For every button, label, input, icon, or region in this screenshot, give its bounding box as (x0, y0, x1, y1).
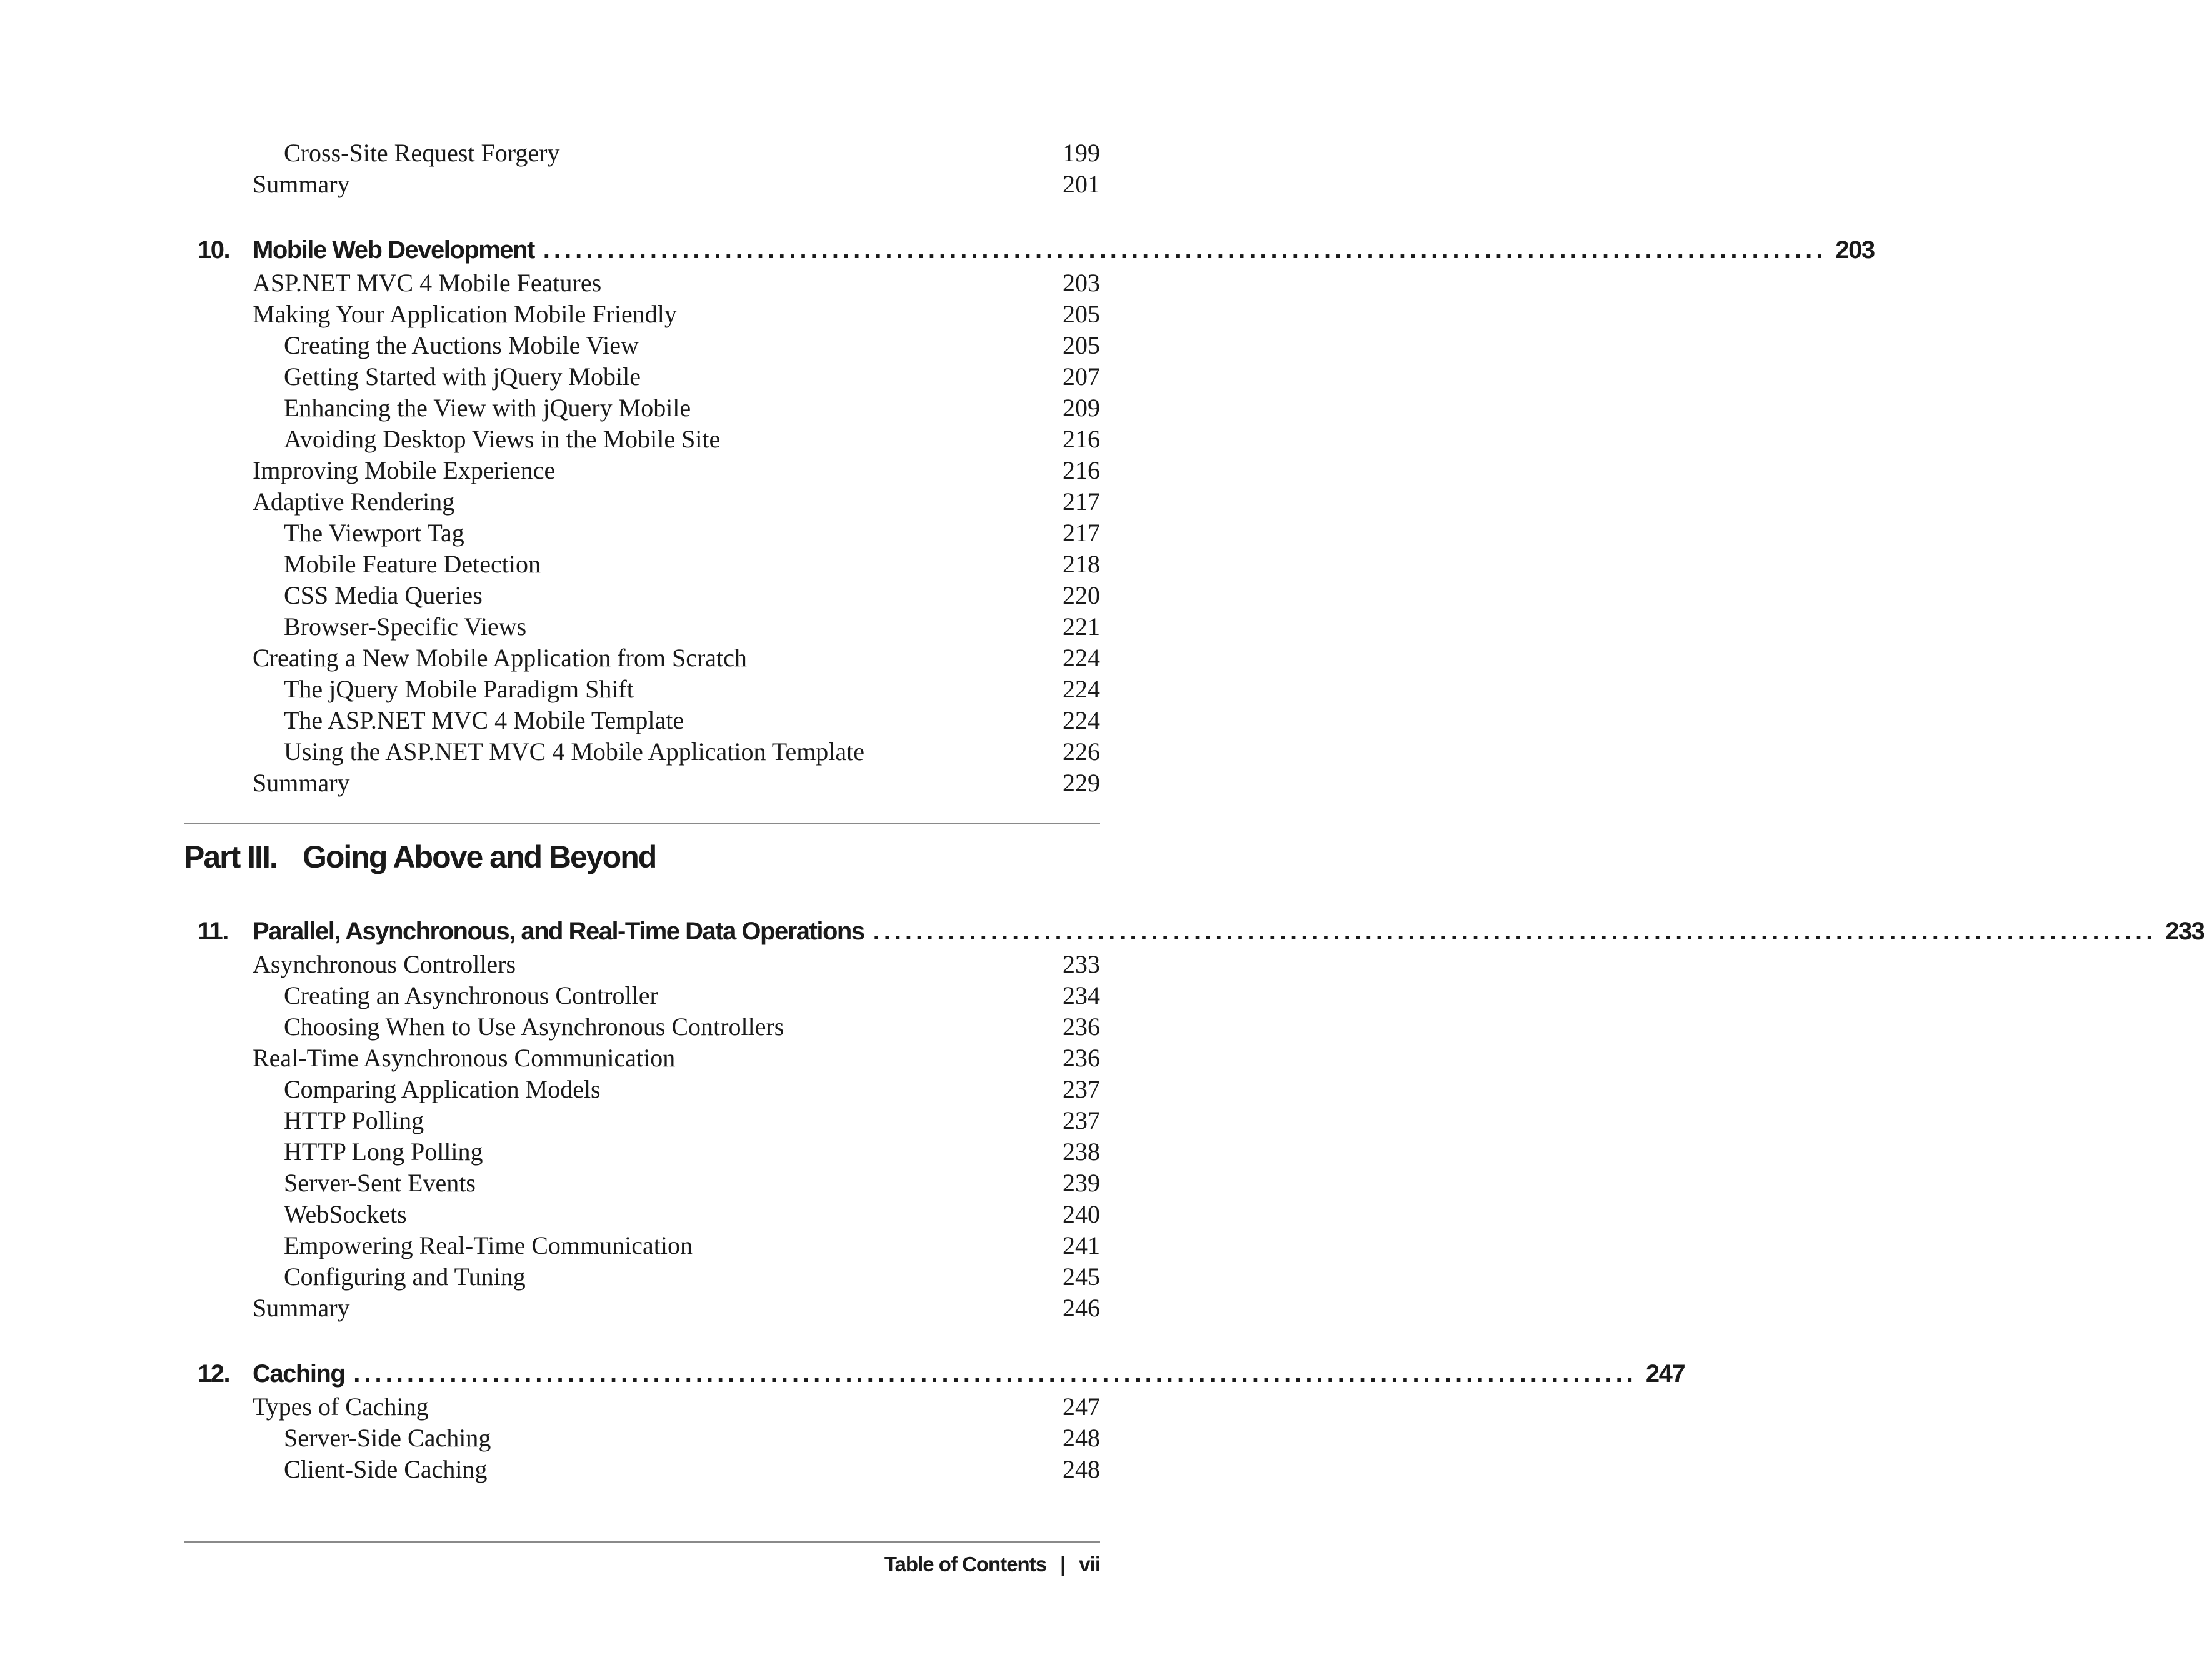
toc-entry[interactable] (284, 424, 1100, 455)
toc-entry-page: 224 (1063, 675, 1100, 703)
toc-chapter-heading[interactable] (198, 1356, 1685, 1391)
toc-entry[interactable] (284, 1168, 1100, 1199)
toc-entry-title: Creating a New Mobile Application from Scratch (253, 644, 747, 672)
toc-entry-page: 246 (1063, 1294, 1100, 1322)
dot-leader: ........................................................................................................................ (353, 1360, 1637, 1388)
toc-entry[interactable] (284, 1105, 1100, 1136)
toc-entry-title: Summary (253, 769, 350, 797)
toc-entry[interactable] (284, 1199, 1100, 1230)
toc-entry-title: Client-Side Caching (284, 1455, 488, 1483)
toc-entry[interactable] (253, 949, 1100, 980)
toc-entry[interactable] (284, 361, 1100, 392)
toc-entry-title: The Viewport Tag (284, 519, 464, 547)
toc-entry-title: Asynchronous Controllers (253, 950, 516, 978)
toc-entry[interactable] (284, 1261, 1100, 1292)
toc-entry-page: 207 (1063, 362, 1100, 391)
toc-entry-page: 238 (1063, 1138, 1100, 1166)
toc-entry[interactable] (284, 1074, 1100, 1105)
chapter-title: Mobile Web Development (253, 236, 534, 264)
dot-leader: ........................................................................................................................ (543, 236, 1827, 264)
toc-entry[interactable] (284, 549, 1100, 580)
toc-entry-title: Mobile Feature Detection (284, 550, 541, 578)
toc-entry[interactable] (253, 268, 1100, 299)
toc-entry-page: 217 (1063, 519, 1100, 547)
toc-entry-title: Avoiding Desktop Views in the Mobile Site (284, 425, 721, 453)
toc-entry-page: 217 (1063, 488, 1100, 516)
toc-entry[interactable] (284, 674, 1100, 705)
toc-entry-page: 203 (1063, 269, 1100, 297)
toc-entry-page: 237 (1063, 1106, 1100, 1134)
toc-entry-title: Getting Started with jQuery Mobile (284, 362, 641, 391)
footer-page-number: vii (1079, 1552, 1100, 1576)
toc-entry-page: 224 (1063, 644, 1100, 672)
toc-entry-page: 234 (1063, 981, 1100, 1009)
toc-entry-page: 220 (1063, 581, 1100, 609)
toc-entry[interactable] (284, 1011, 1100, 1042)
toc-entry-title: WebSockets (284, 1200, 407, 1228)
chapter-title: Parallel, Asynchronous, and Real-Time Data Operations (253, 918, 864, 945)
toc-entry-page: 237 (1063, 1075, 1100, 1103)
toc-entry-title: Real-Time Asynchronous Communication (253, 1044, 676, 1072)
toc-entry[interactable] (253, 642, 1100, 674)
toc-entry-title: Using the ASP.NET MVC 4 Mobile Application Template (284, 738, 865, 766)
chapter-title: Caching (253, 1360, 345, 1388)
toc-entry-title: Summary (253, 170, 350, 198)
toc-entry-title: Server-Side Caching (284, 1424, 491, 1452)
toc-entry-title: The jQuery Mobile Paradigm Shift (284, 675, 634, 703)
toc-entry-page: 236 (1063, 1012, 1100, 1041)
part-title: Going Above and Beyond (303, 839, 656, 874)
chapter-number: 10. (198, 236, 230, 264)
footer-title: Table of Contents (884, 1552, 1047, 1576)
toc-entry-page: 247 (1063, 1392, 1100, 1421)
part-heading[interactable] (184, 835, 656, 879)
toc-chapter-heading[interactable] (198, 232, 1875, 268)
toc-entry-title: HTTP Polling (284, 1106, 424, 1134)
toc-entry-title: Adaptive Rendering (253, 488, 455, 516)
chapter-number: 12. (198, 1360, 230, 1388)
toc-entry-title: Cross-Site Request Forgery (284, 139, 560, 167)
toc-entry-page: 224 (1063, 706, 1100, 734)
toc-entry-page: 209 (1063, 394, 1100, 422)
chapter-page: 203 (1835, 236, 1875, 264)
toc-entry[interactable] (253, 1391, 1100, 1422)
toc-entry[interactable] (284, 736, 1100, 768)
toc-entry-title: HTTP Long Polling (284, 1138, 483, 1166)
toc-entry-title: Server-Sent Events (284, 1169, 476, 1197)
chapter-number: 11. (198, 918, 228, 945)
part-divider-rule (184, 822, 1100, 824)
chapter-page: 247 (1645, 1360, 1685, 1388)
toc-entry[interactable] (284, 705, 1100, 736)
toc-entry[interactable] (253, 169, 1100, 200)
dot-leader: ........................................................................................................................ (873, 918, 2157, 945)
footer-separator: | (1060, 1552, 1066, 1576)
toc-entry-page: 205 (1063, 331, 1100, 359)
toc-entry-page: 245 (1063, 1262, 1100, 1291)
part-label: Part III. (184, 839, 277, 874)
toc-entry[interactable] (284, 1454, 1100, 1485)
toc-entry-title: Enhancing the View with jQuery Mobile (284, 394, 691, 422)
toc-entry[interactable] (284, 138, 1100, 169)
toc-entry[interactable] (253, 455, 1100, 486)
toc-entry[interactable] (253, 768, 1100, 799)
toc-entry[interactable] (284, 392, 1100, 424)
toc-entry-page: 241 (1063, 1231, 1100, 1259)
toc-entry[interactable] (284, 1230, 1100, 1261)
toc-entry-page: 240 (1063, 1200, 1100, 1228)
page-footer (884, 1549, 1100, 1580)
toc-entry[interactable] (284, 980, 1100, 1011)
footer-rule (184, 1541, 1100, 1542)
toc-entry-title: Choosing When to Use Asynchronous Controllers (284, 1012, 784, 1041)
toc-entry-title: Configuring and Tuning (284, 1262, 526, 1291)
toc-entry-title: Summary (253, 1294, 350, 1322)
toc-entry-page: 226 (1063, 738, 1100, 766)
toc-entry[interactable] (253, 1042, 1100, 1074)
toc-entry[interactable] (253, 299, 1100, 330)
toc-entry-title: Making Your Application Mobile Friendly (253, 300, 677, 328)
toc-entry[interactable] (284, 330, 1100, 361)
toc-entry-page: 205 (1063, 300, 1100, 328)
toc-entry[interactable] (284, 518, 1100, 549)
toc-entry-page: 248 (1063, 1455, 1100, 1483)
toc-entry-page: 199 (1063, 139, 1100, 167)
toc-entry-page: 236 (1063, 1044, 1100, 1072)
toc-entry-page: 248 (1063, 1424, 1100, 1452)
toc-entry-page: 216 (1063, 456, 1100, 484)
toc-entry[interactable] (253, 486, 1100, 518)
toc-entry[interactable] (284, 611, 1100, 642)
toc-entry-title: Empowering Real-Time Communication (284, 1231, 693, 1259)
toc-entry-page: 229 (1063, 769, 1100, 797)
toc-entry-page: 221 (1063, 612, 1100, 641)
toc-entry-page: 201 (1063, 170, 1100, 198)
chapter-page: 233 (2165, 918, 2204, 945)
toc-entry-page: 239 (1063, 1169, 1100, 1197)
toc-entry[interactable] (253, 1292, 1100, 1324)
toc-entry-page: 218 (1063, 550, 1100, 578)
toc-entry-title: Types of Caching (253, 1392, 429, 1421)
toc-entry-title: Browser-Specific Views (284, 612, 527, 641)
toc-entry-title: ASP.NET MVC 4 Mobile Features (253, 269, 602, 297)
toc-entry-title: Comparing Application Models (284, 1075, 601, 1103)
toc-entry-title: Creating the Auctions Mobile View (284, 331, 639, 359)
toc-entry[interactable] (284, 1422, 1100, 1454)
toc-entry-page: 233 (1063, 950, 1100, 978)
toc-entry-title: The ASP.NET MVC 4 Mobile Template (284, 706, 684, 734)
toc-entry[interactable] (284, 580, 1100, 611)
toc-entry[interactable] (284, 1136, 1100, 1168)
toc-entry-title: Improving Mobile Experience (253, 456, 556, 484)
toc-entry-page: 216 (1063, 425, 1100, 453)
toc-chapter-heading[interactable] (198, 914, 2204, 949)
toc-entry-title: Creating an Asynchronous Controller (284, 981, 658, 1009)
toc-entry-title: CSS Media Queries (284, 581, 483, 609)
